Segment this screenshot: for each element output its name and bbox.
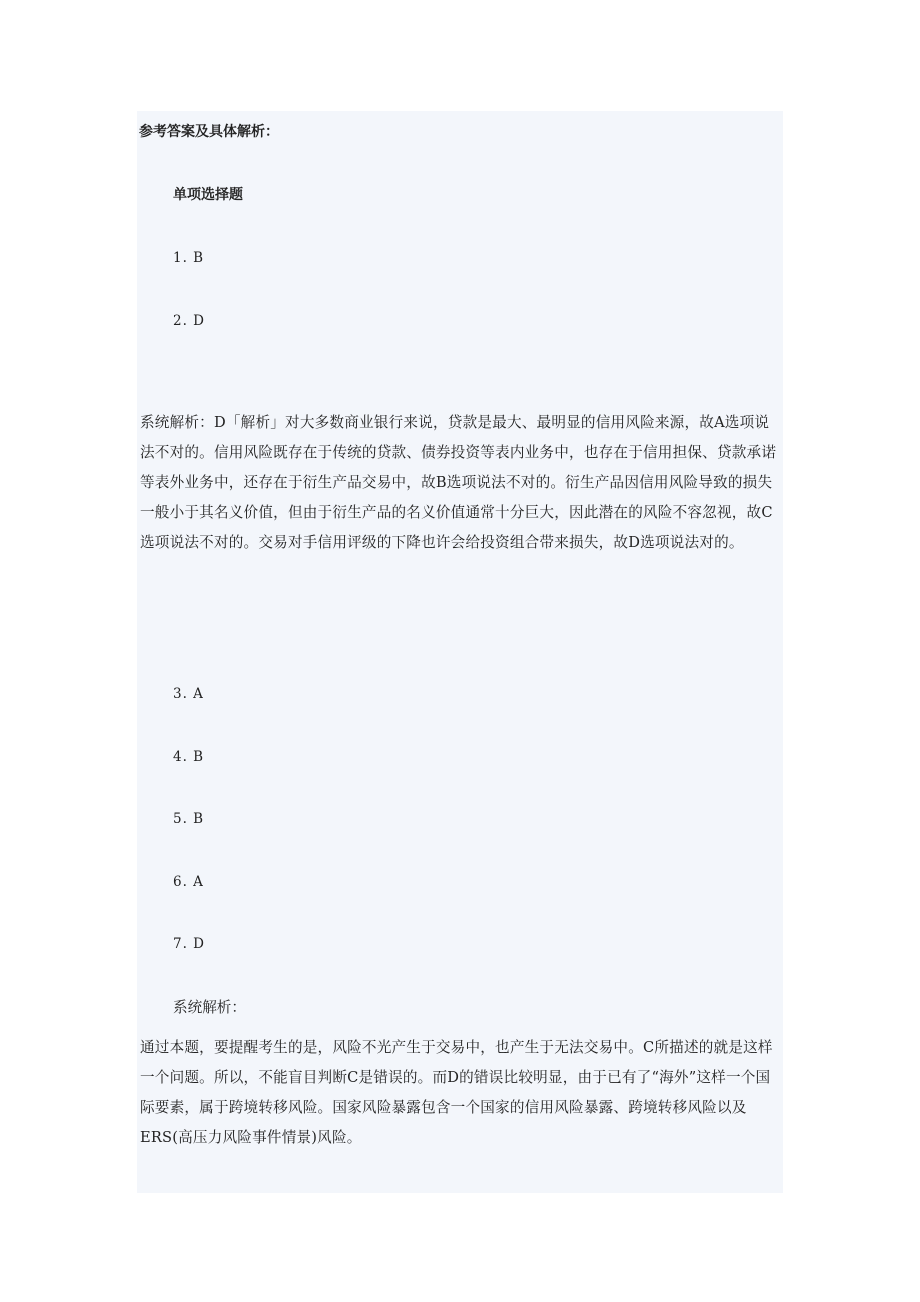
analysis-label: 系统解析： <box>173 999 246 1016</box>
answer-item: 7. D <box>173 936 205 952</box>
analysis-paragraph-2: 通过本题，要提醒考生的是，风险不光产生于交易中，也产生于无法交易中。C所描述的就是这样一个问题。所以，不能盲目判断C是错误的。而D的错误比较明显，由于已有了“海外”这样一个国际要素，属于跨境转移风险。国家风险暴露包含一个国家的信用风险暴露、跨境转移风险以及ERS(高压力风险事件情景)风险。 <box>140 1039 773 1146</box>
answer-item: 5. B <box>173 811 205 827</box>
answers-heading: 参考答案及具体解析： <box>139 124 279 140</box>
answer-item: 4. B <box>173 749 205 765</box>
answer-item: 6. A <box>173 874 204 890</box>
content-panel <box>137 111 783 1193</box>
answer-item: 3. A <box>173 686 204 702</box>
analysis-paragraph-1: 系统解析：D「解析」对大多数商业银行来说，贷款是最大、最明显的信用风险来源，故A选项说法不对的。信用风险既存在于传统的贷款、债券投资等表内业务中，也存在于信用担保、贷款承诺等表外业务中，还存在于衍生产品交易中，故B选项说法不对的。衍生产品因信用风险导致的损失一般小于其名义价值，但由于衍生产品的名义价值通常十分巨大，因此潜在的风险不容忽视，故C选项说法不对的。交易对手信用评级的下降也许会给投资组合带来损失，故D选项说法对的。 <box>140 414 777 551</box>
answer-item: 2. D <box>173 313 205 329</box>
answer-item: 1. B <box>173 250 205 266</box>
section-title: 单项选择题 <box>173 187 243 203</box>
